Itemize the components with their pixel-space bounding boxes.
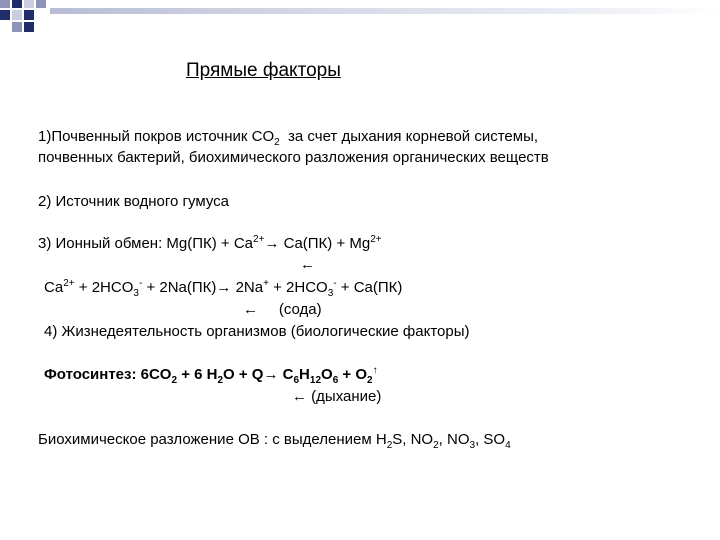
corner-square [0, 0, 10, 8]
soda-line: ← (сода) [243, 301, 322, 318]
corner-square [12, 0, 22, 8]
text-line-3: 2) Источник водного гумуса [38, 193, 230, 210]
corner-square [12, 22, 22, 32]
slide-title: Прямые факторы [186, 60, 341, 81]
ion-exchange-line: 3) Ионный обмен: $Mg(ПК) + Ca^{2+}\to Ca(ПК) + Mg^{2+}$ [38, 234, 382, 252]
corner-square [0, 10, 10, 20]
reverse-arrow: ← [300, 256, 315, 273]
corner-square [24, 10, 34, 20]
photosynthesis-line: Фотосинтез: $6CO_2 + 6$ $H_2O + Q\to C_6H_{12}O_6 + O_2^↑$ [44, 365, 378, 386]
corner-square [36, 0, 46, 8]
corner-square [24, 22, 34, 32]
text-line-7: Биохимическое разложение ОВ : с выделением $H_2S$, $NO_2$, $NO_3$, $SO_4$ [38, 431, 511, 451]
carbonate-reaction-line: $Ca^{2+} + 2HCO_3^- + 2Na(ПК)\to 2Na^+ + 2HCO_3^- + Ca(ПК)$ [44, 278, 403, 299]
header-bar [50, 8, 720, 14]
corner-square [12, 10, 22, 20]
respiration-line: ← (дыхание) [292, 388, 382, 405]
text-line-1: 1)Почвенный покров источник $CO_2$ за счет дыхания корневой системы, [38, 128, 539, 148]
text-line-5: 4) Жизнедеятельность организмов (биологические факторы) [44, 323, 470, 340]
corner-square [24, 0, 34, 8]
text-line-2: почвенных бактерий, биохимического разложения органических веществ [38, 149, 549, 166]
